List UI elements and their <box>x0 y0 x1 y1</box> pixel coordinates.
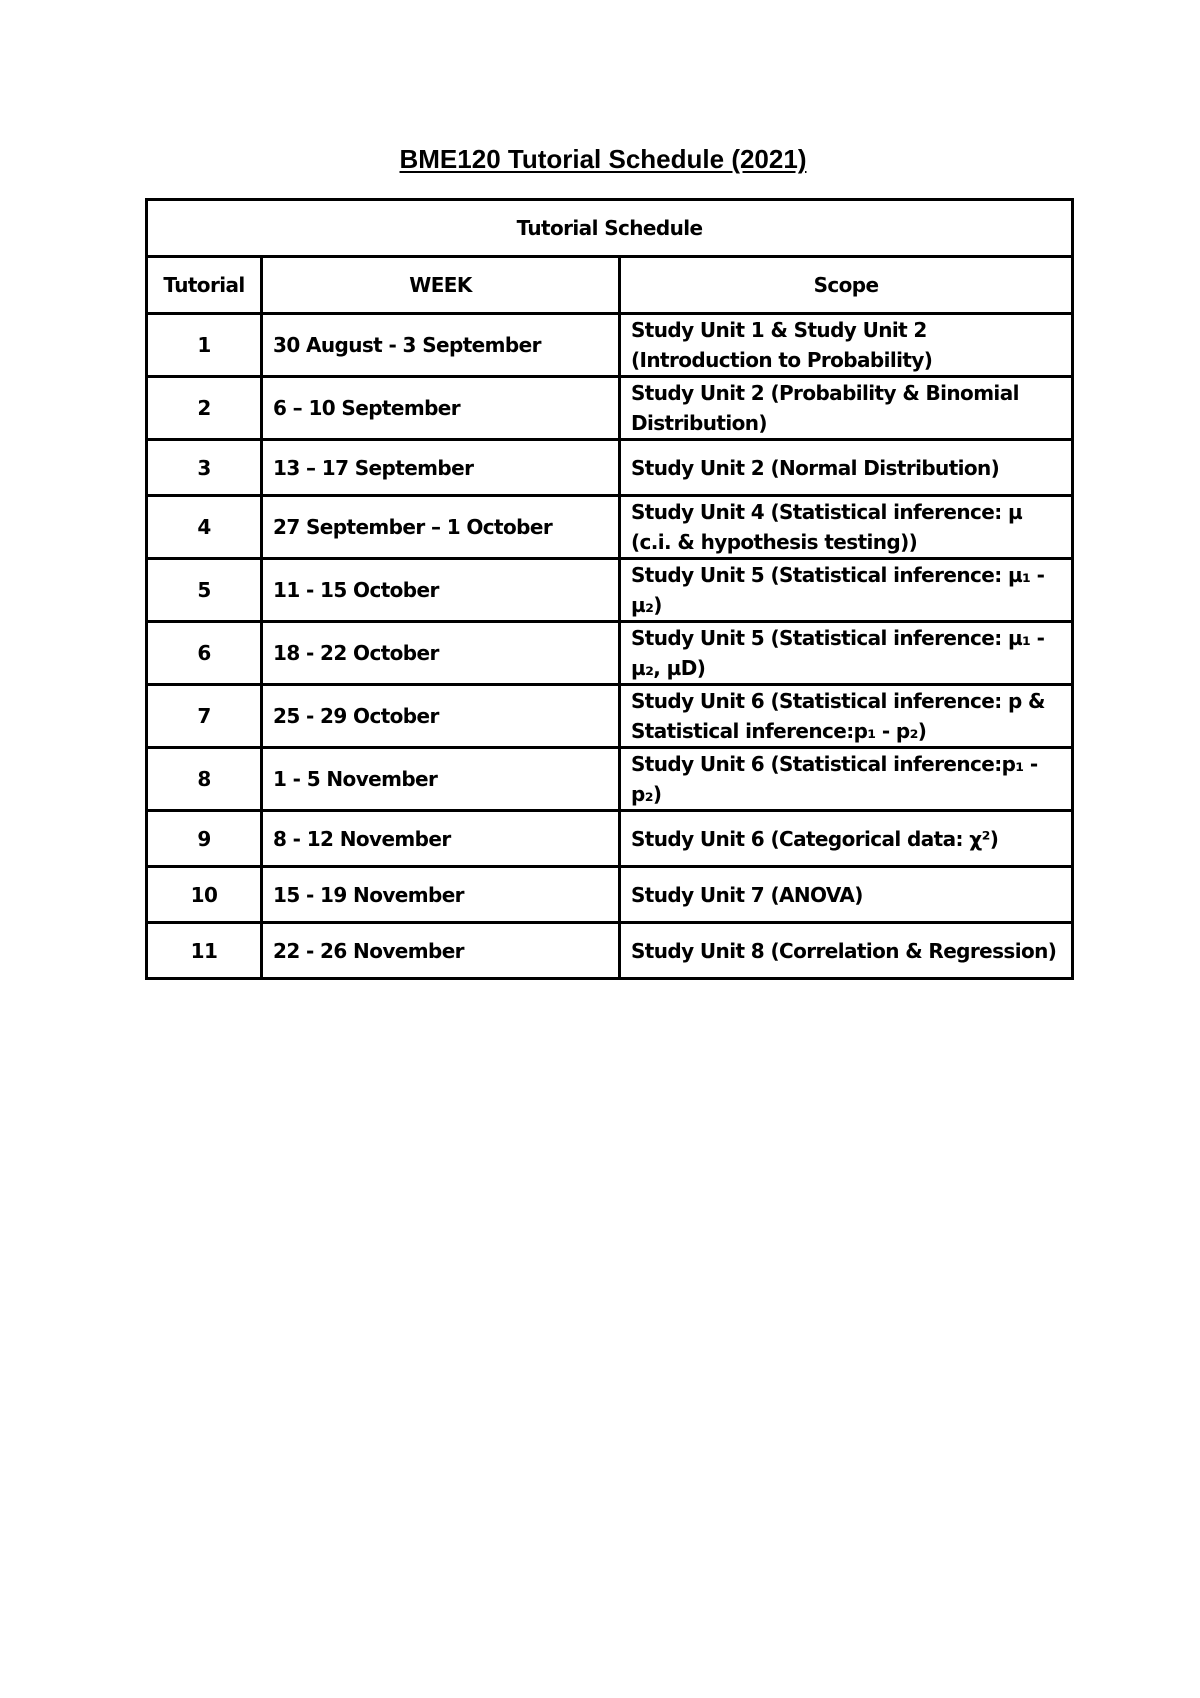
header-week: WEEK <box>262 257 620 314</box>
week-range: 11 - 15 October <box>262 559 620 622</box>
tutorial-number: 8 <box>147 748 262 811</box>
table-row <box>147 748 1073 811</box>
week-range: 30 August - 3 September <box>262 314 620 377</box>
table-caption-row <box>147 200 1073 257</box>
table-row <box>147 923 1073 979</box>
scope: Study Unit 2 (Normal Distribution) <box>620 440 1073 496</box>
scope: Study Unit 5 (Statistical inference: µ₁ - µ₂) <box>620 559 1073 622</box>
header-scope: Scope <box>620 257 1073 314</box>
week-range: 1 - 5 November <box>262 748 620 811</box>
tutorial-number: 2 <box>147 377 262 440</box>
header-tutorial: Tutorial <box>147 257 262 314</box>
tutorial-number: 4 <box>147 496 262 559</box>
document-title: BME120 Tutorial Schedule (2021) <box>399 144 807 174</box>
week-range: 27 September – 1 October <box>262 496 620 559</box>
tutorial-number: 10 <box>147 867 262 923</box>
tutorial-number: 3 <box>147 440 262 496</box>
table-row <box>147 622 1073 685</box>
tutorial-number: 11 <box>147 923 262 979</box>
table-header-row <box>147 257 1073 314</box>
tutorial-number: 5 <box>147 559 262 622</box>
tutorial-number: 1 <box>147 314 262 377</box>
table-row <box>147 496 1073 559</box>
scope: Study Unit 5 (Statistical inference: µ₁ - µ₂, µD) <box>620 622 1073 685</box>
table-caption: Tutorial Schedule <box>147 200 1073 257</box>
week-range: 6 – 10 September <box>262 377 620 440</box>
table-row <box>147 440 1073 496</box>
scope: Study Unit 4 (Statistical inference: µ (c.i. & hypothesis testing)) <box>620 496 1073 559</box>
tutorial-number: 6 <box>147 622 262 685</box>
week-range: 18 - 22 October <box>262 622 620 685</box>
table-row <box>147 559 1073 622</box>
scope: Study Unit 6 (Statistical inference:p₁ - p₂) <box>620 748 1073 811</box>
week-range: 25 - 29 October <box>262 685 620 748</box>
scope: Study Unit 6 (Statistical inference: p & Statistical inference:p₁ - p₂) <box>620 685 1073 748</box>
week-range: 15 - 19 November <box>262 867 620 923</box>
tutorial-schedule-table <box>145 198 1074 980</box>
week-range: 13 – 17 September <box>262 440 620 496</box>
table-row <box>147 377 1073 440</box>
week-range: 22 - 26 November <box>262 923 620 979</box>
scope: Study Unit 7 (ANOVA) <box>620 867 1073 923</box>
scope: Study Unit 8 (Correlation & Regression) <box>620 923 1073 979</box>
table-row <box>147 867 1073 923</box>
scope: Study Unit 1 & Study Unit 2 (Introduction to Probability) <box>620 314 1073 377</box>
scope: Study Unit 2 (Probability & Binomial Distribution) <box>620 377 1073 440</box>
table-row <box>147 314 1073 377</box>
tutorial-number: 7 <box>147 685 262 748</box>
week-range: 8 - 12 November <box>262 811 620 867</box>
scope: Study Unit 6 (Categorical data: χ²) <box>620 811 1073 867</box>
tutorial-number: 9 <box>147 811 262 867</box>
table-row <box>147 685 1073 748</box>
table-row <box>147 811 1073 867</box>
